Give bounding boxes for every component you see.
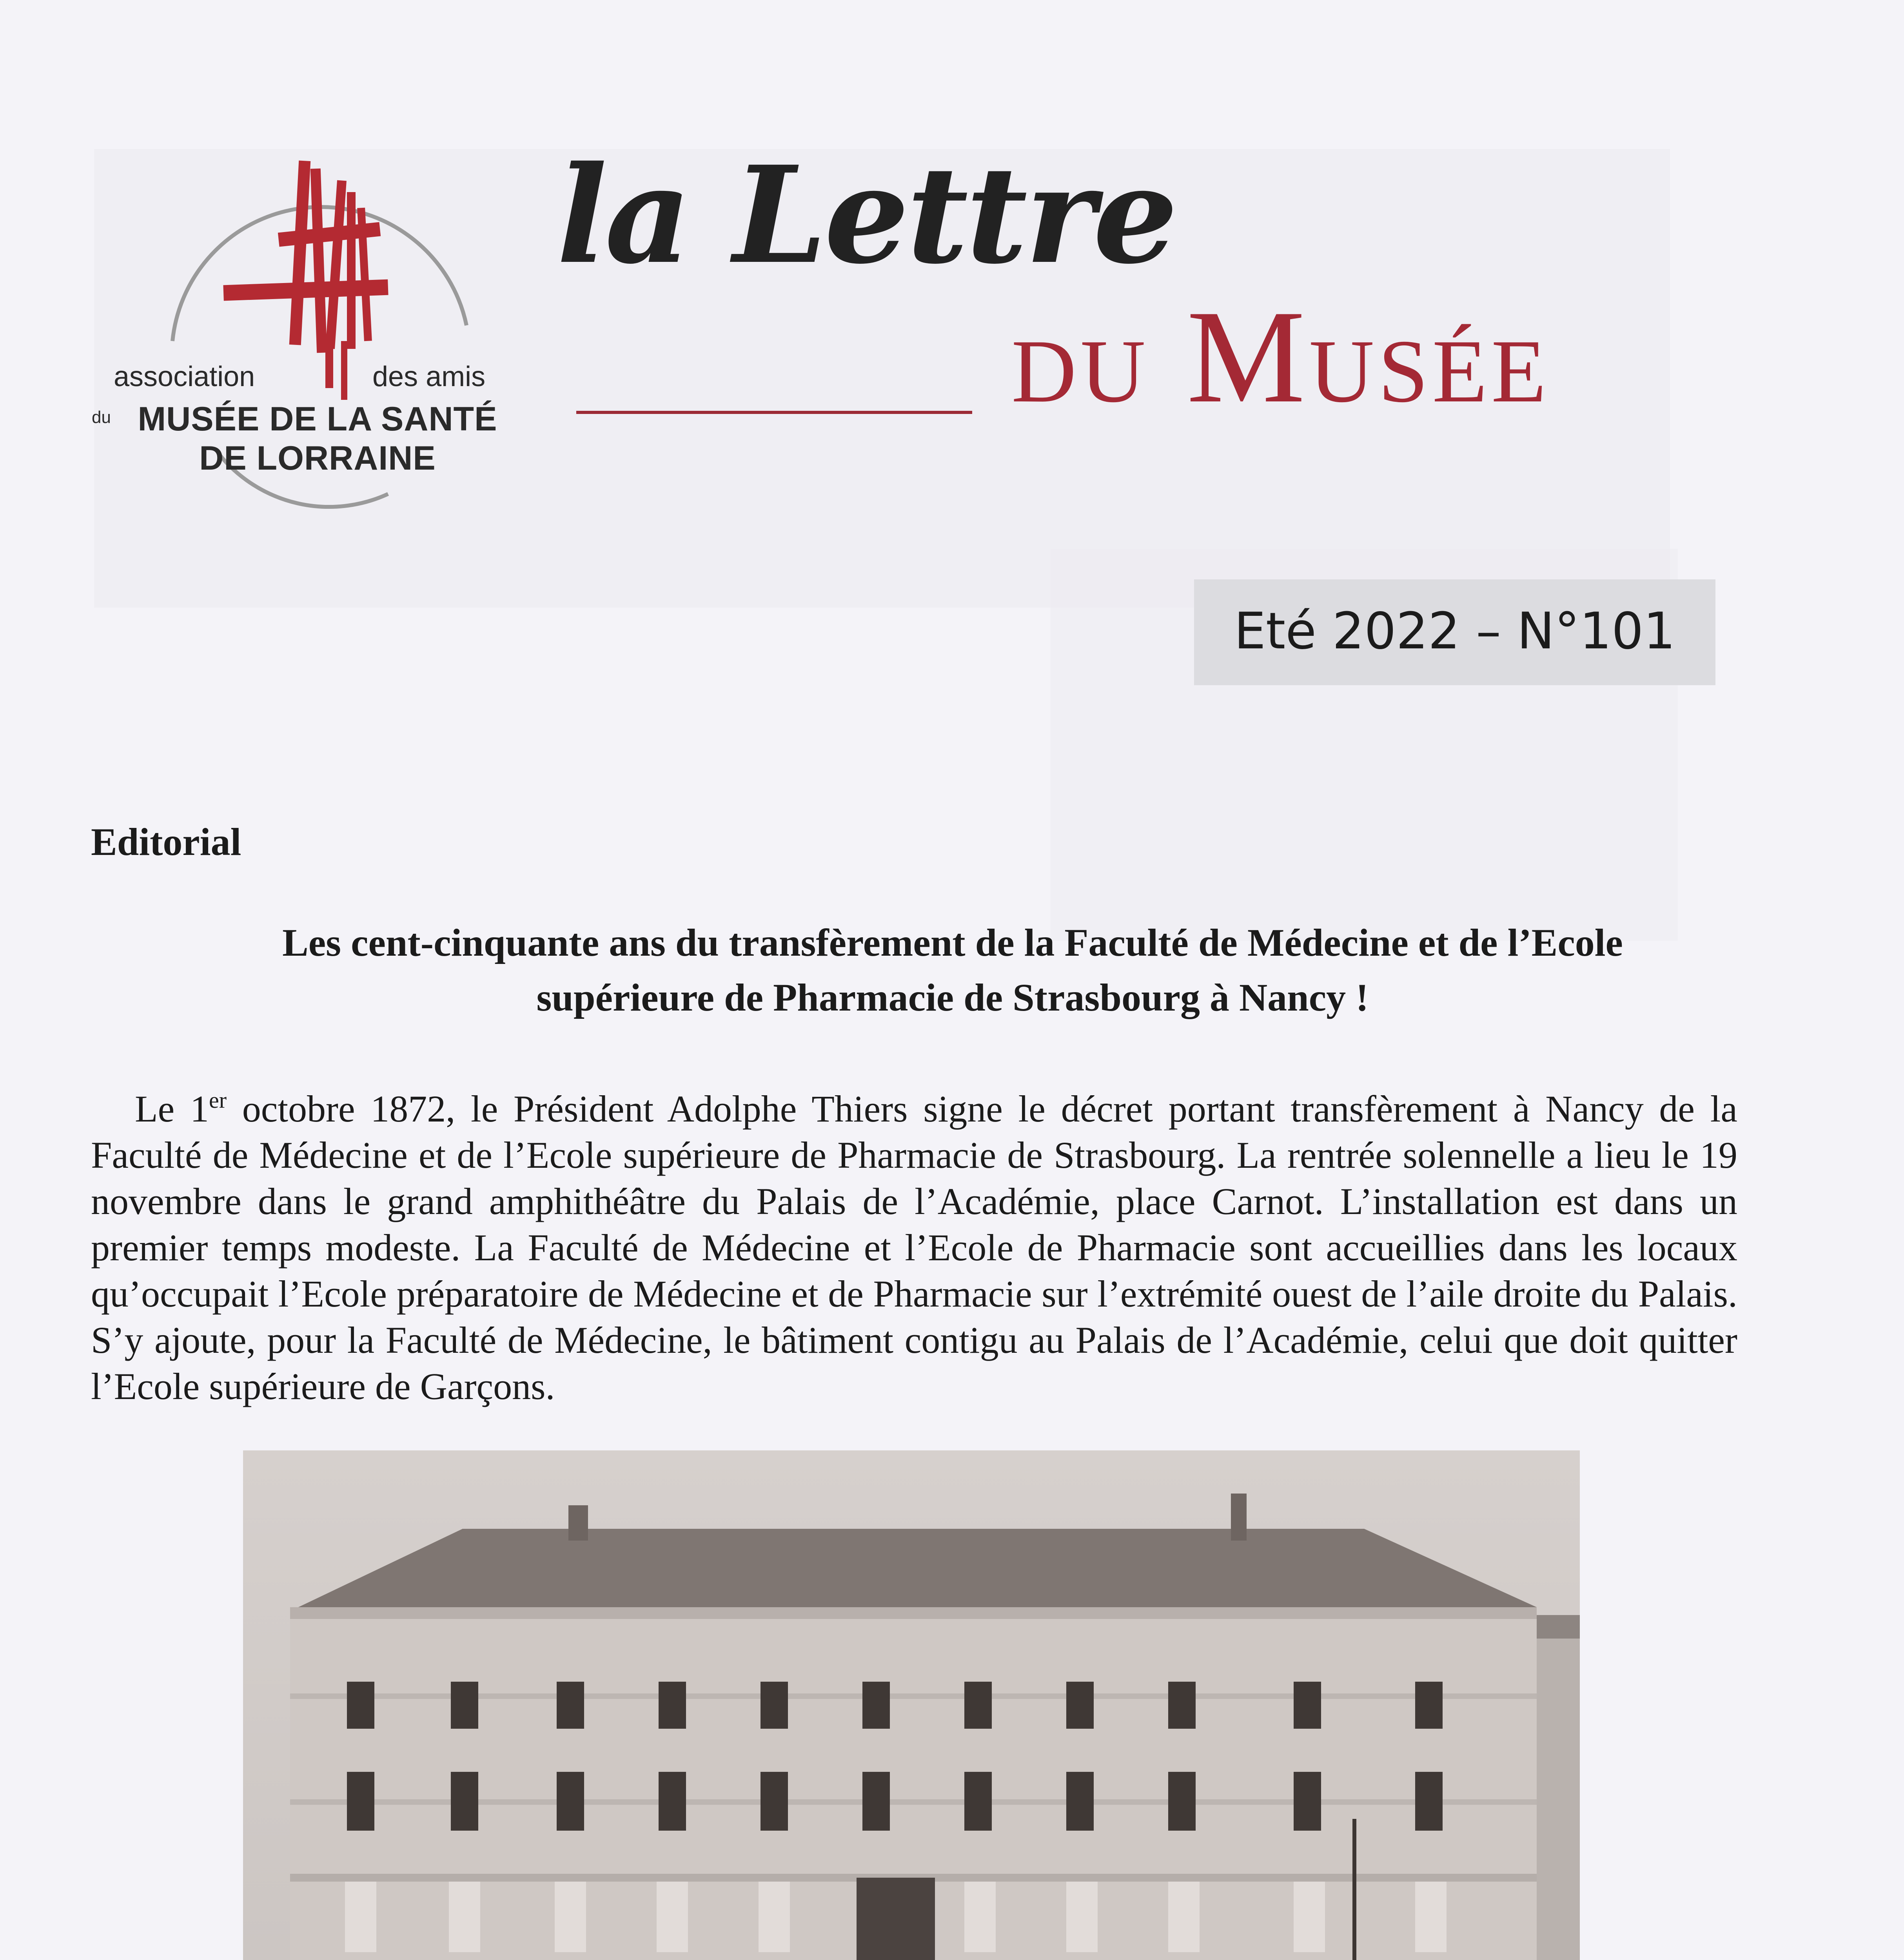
masthead-divider (576, 411, 972, 414)
issue-label: Eté 2022 – N°101 (1234, 602, 1675, 661)
logo-museum-name-line1: MUSÉE DE LA SANTÉ (138, 400, 497, 438)
paragraph-1-lead: Le 1 (135, 1088, 209, 1130)
paragraph-1-ordinal: er (209, 1087, 227, 1113)
building-photo-image (243, 1450, 1580, 1960)
logo-du-text: du (92, 408, 111, 427)
headline-line-2: supérieure de Pharmacie de Strasbourg à Nancy ! (536, 976, 1369, 1019)
masthead-du-musee (1011, 283, 1550, 430)
paragraph-1 (91, 1086, 1738, 1407)
building-photograph (243, 1450, 1580, 1960)
logo-des-amis-text: des amis (372, 361, 486, 392)
masthead-la-lettre: la Lettre (557, 137, 1176, 294)
logo-association-text: association (114, 361, 255, 392)
issue-badge (1194, 579, 1715, 685)
association-logo (90, 157, 541, 525)
logo-museum-name-line2: DE LORRAINE (199, 439, 436, 477)
article-headline (102, 915, 1803, 1025)
headline-line-1: Les cent-cinquante ans du transfèrement de la Faculté de Médecine et de l’Ecole (282, 921, 1623, 964)
paragraph-1-body: octobre 1872, le Président Adolphe Thiers signe le décret portant transfèrement à Nancy de la Faculté de Médecine et de l’Ecole supérieure de Pharmacie de Strasbourg. La rentrée solennelle a lieu le 19 novembre dans le grand amphithéâtre du Palais de l’Académie, place Carnot. L’installation est dans un premier temps modeste. La Faculté de Médecine et l’Ecole de Pharmacie sont accueillies dans les locaux qu’occupait l’Ecole préparatoire de Médecine et de Pharmacie sur l’extrémité ouest de l’aile droite du Palais. S’y ajoute, pour la Faculté de Médecine, le bâtiment contigu au Palais de l’Académie, celui que doit quitter l’Ecole supérieure de Garçons. (91, 1088, 1738, 1407)
section-label: Editorial (91, 820, 241, 864)
masthead-musee-rest: USÉE (1309, 321, 1550, 421)
masthead-du: DU (1011, 321, 1150, 421)
masthead-musee-initial: M (1187, 283, 1309, 430)
